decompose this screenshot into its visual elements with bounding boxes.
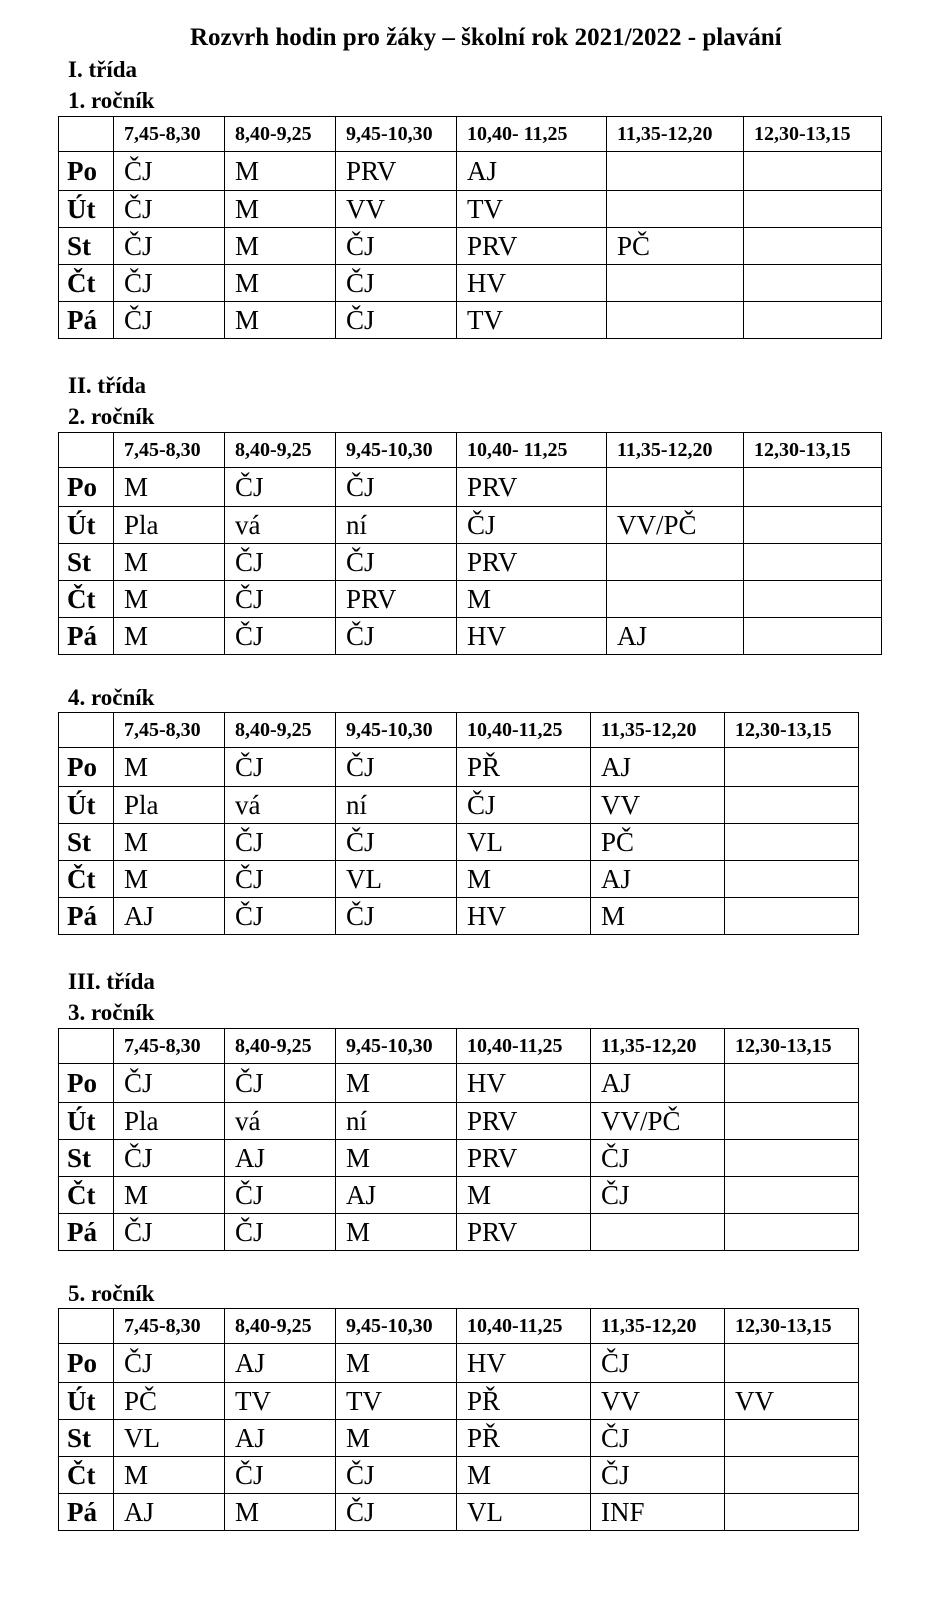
timetable-grade-1 [58,116,882,339]
subject-cell [744,191,882,228]
table-row [59,265,882,302]
subject-cell: ČJ [225,581,336,618]
subject-cell: ČJ [591,1420,725,1457]
subject-cell [725,1064,859,1103]
subject-cell: PRV [336,581,457,618]
subject-cell: M [114,544,225,581]
subject-cell: PRV [457,1103,591,1140]
time-slot-header: 10,40- 11,25 [457,433,607,468]
subject-cell [744,468,882,507]
subject-cell [725,1177,859,1214]
day-label: St [59,1420,114,1457]
subject-cell: ČJ [114,1214,225,1251]
subject-cell [725,1420,859,1457]
time-slot-header: 10,40- 11,25 [457,117,607,152]
subject-cell: M [457,1457,591,1494]
time-slot-header: 7,45-8,30 [114,117,225,152]
subject-cell [744,618,882,655]
timetable-grade-2 [58,432,882,655]
day-label: Út [59,507,114,544]
subject-cell: VL [457,1494,591,1531]
subject-cell: ní [336,507,457,544]
subject-cell [744,507,882,544]
time-slot-header: 11,35-12,20 [607,117,744,152]
subject-cell: AJ [336,1177,457,1214]
time-slot-header: 9,45-10,30 [336,1309,457,1344]
time-slot-header: 10,40-11,25 [457,1309,591,1344]
subject-cell: ČJ [457,507,607,544]
grade-heading: 1. ročník [68,88,155,113]
time-slot-header: 9,45-10,30 [336,117,457,152]
timetable-grade-4 [58,712,859,935]
subject-cell [725,1214,859,1251]
corner-cell [59,1309,114,1344]
subject-cell: ČJ [114,152,225,191]
table-row [59,191,882,228]
subject-cell: TV [457,191,607,228]
time-slot-header: 11,35-12,20 [591,1309,725,1344]
subject-cell: vá [225,787,336,824]
day-label: Po [59,152,114,191]
day-label: Čt [59,1177,114,1214]
subject-cell: PRV [457,544,607,581]
subject-cell: AJ [457,152,607,191]
subject-cell: PRV [457,1140,591,1177]
subject-cell: M [336,1064,457,1103]
subject-cell: ČJ [336,265,457,302]
subject-cell [725,861,859,898]
subject-cell: M [114,1457,225,1494]
subject-cell [725,748,859,787]
subject-cell: VV [591,787,725,824]
subject-cell: ČJ [336,898,457,935]
subject-cell: M [336,1420,457,1457]
grade-heading: 3. ročník [68,1000,155,1025]
subject-cell: VV [336,191,457,228]
day-label: Út [59,1103,114,1140]
time-slot-header: 8,40-9,25 [225,117,336,152]
subject-cell: Pla [114,507,225,544]
time-header-row [59,713,859,748]
day-label: St [59,1140,114,1177]
subject-cell: AJ [591,748,725,787]
subject-cell: HV [457,265,607,302]
table-row [59,507,882,544]
subject-cell: PŘ [457,748,591,787]
time-slot-header: 7,45-8,30 [114,1309,225,1344]
subject-cell: ČJ [591,1140,725,1177]
subject-cell: PRV [457,468,607,507]
day-label: St [59,544,114,581]
grade-heading: 5. ročník [68,1281,155,1306]
subject-cell: Pla [114,787,225,824]
subject-cell: ní [336,787,457,824]
day-label: Po [59,748,114,787]
subject-cell [725,824,859,861]
subject-cell [607,581,744,618]
subject-cell: M [114,468,225,507]
time-slot-header: 7,45-8,30 [114,1029,225,1064]
subject-cell: M [457,861,591,898]
class-heading: II. třída [68,373,146,398]
subject-cell: TV [225,1383,336,1420]
subject-cell: ČJ [225,748,336,787]
subject-cell [607,265,744,302]
subject-cell: vá [225,1103,336,1140]
subject-cell: VL [336,861,457,898]
day-label: Pá [59,1214,114,1251]
subject-cell: ČJ [591,1344,725,1383]
time-slot-header: 12,30-13,15 [725,1309,859,1344]
subject-cell: PČ [591,824,725,861]
subject-cell: M [457,1177,591,1214]
day-label: Pá [59,618,114,655]
day-label: St [59,228,114,265]
subject-cell: PRV [336,152,457,191]
table-row [59,824,859,861]
day-label: Pá [59,302,114,339]
day-label: Pá [59,898,114,935]
subject-cell: HV [457,1344,591,1383]
subject-cell: AJ [225,1344,336,1383]
time-slot-header: 9,45-10,30 [336,1029,457,1064]
time-slot-header: 7,45-8,30 [114,713,225,748]
subject-cell: Pla [114,1103,225,1140]
day-label: St [59,824,114,861]
corner-cell [59,117,114,152]
table-row [59,748,859,787]
day-label: Čt [59,1457,114,1494]
subject-cell: ČJ [336,302,457,339]
subject-cell: ČJ [225,824,336,861]
subject-cell: ČJ [114,191,225,228]
subject-cell: vá [225,507,336,544]
subject-cell: M [114,1177,225,1214]
subject-cell: M [225,302,336,339]
subject-cell: ČJ [336,1457,457,1494]
subject-cell [744,228,882,265]
time-slot-header: 11,35-12,20 [591,1029,725,1064]
subject-cell: ČJ [114,228,225,265]
time-header-row [59,1029,859,1064]
subject-cell: M [225,1494,336,1531]
subject-cell: ČJ [114,1064,225,1103]
subject-cell [725,1103,859,1140]
table-row [59,1494,859,1531]
subject-cell: INF [591,1494,725,1531]
subject-cell: ČJ [591,1457,725,1494]
corner-cell [59,713,114,748]
subject-cell: VV/PČ [591,1103,725,1140]
subject-cell: ČJ [225,1177,336,1214]
subject-cell: ČJ [336,748,457,787]
subject-cell: PRV [457,228,607,265]
subject-cell: M [336,1344,457,1383]
subject-cell: VV/PČ [607,507,744,544]
time-slot-header: 10,40-11,25 [457,1029,591,1064]
subject-cell: ČJ [457,787,591,824]
day-label: Po [59,1064,114,1103]
time-slot-header: 9,45-10,30 [336,433,457,468]
subject-cell: AJ [225,1420,336,1457]
table-row [59,1177,859,1214]
subject-cell: ČJ [225,861,336,898]
subject-cell: HV [457,618,607,655]
time-header-row [59,117,882,152]
corner-cell [59,433,114,468]
time-slot-header: 8,40-9,25 [225,433,336,468]
subject-cell: HV [457,898,591,935]
table-row [59,618,882,655]
subject-cell: ČJ [225,1457,336,1494]
subject-cell: ČJ [336,618,457,655]
table-row [59,1457,859,1494]
subject-cell: ČJ [114,1344,225,1383]
subject-cell [607,544,744,581]
time-slot-header: 8,40-9,25 [225,713,336,748]
subject-cell [591,1214,725,1251]
table-row [59,787,859,824]
subject-cell: ČJ [225,544,336,581]
timetable-grade-3 [58,1028,859,1251]
table-row [59,152,882,191]
subject-cell: M [225,152,336,191]
day-label: Út [59,191,114,228]
subject-cell [744,544,882,581]
subject-cell: TV [457,302,607,339]
subject-cell [607,468,744,507]
time-slot-header: 10,40-11,25 [457,713,591,748]
time-header-row [59,433,882,468]
subject-cell: M [591,898,725,935]
table-row [59,1064,859,1103]
time-slot-header: 9,45-10,30 [336,713,457,748]
subject-cell: ČJ [336,544,457,581]
day-label: Čt [59,861,114,898]
subject-cell: M [114,581,225,618]
subject-cell: ČJ [114,1140,225,1177]
subject-cell: ní [336,1103,457,1140]
subject-cell [744,302,882,339]
subject-cell: VV [725,1383,859,1420]
table-row [59,581,882,618]
table-row [59,1214,859,1251]
day-label: Po [59,1344,114,1383]
time-slot-header: 11,35-12,20 [607,433,744,468]
subject-cell [725,1457,859,1494]
subject-cell: M [114,861,225,898]
time-slot-header: 12,30-13,15 [744,117,882,152]
subject-cell: ČJ [336,468,457,507]
subject-cell: TV [336,1383,457,1420]
subject-cell: PŘ [457,1383,591,1420]
subject-cell: M [114,748,225,787]
table-row [59,302,882,339]
table-row [59,898,859,935]
day-label: Út [59,1383,114,1420]
subject-cell: AJ [225,1140,336,1177]
subject-cell: M [336,1140,457,1177]
time-slot-header: 8,40-9,25 [225,1029,336,1064]
time-slot-header: 11,35-12,20 [591,713,725,748]
subject-cell: ČJ [114,302,225,339]
subject-cell: ČJ [114,265,225,302]
subject-cell: ČJ [591,1177,725,1214]
subject-cell: AJ [607,618,744,655]
time-slot-header: 12,30-13,15 [725,1029,859,1064]
subject-cell [725,787,859,824]
table-row [59,1344,859,1383]
subject-cell: M [225,265,336,302]
subject-cell: VV [591,1383,725,1420]
table-row [59,544,882,581]
class-heading: I. třída [68,57,137,82]
timetable-grade-5 [58,1308,859,1531]
day-label: Út [59,787,114,824]
subject-cell: M [114,618,225,655]
subject-cell [725,898,859,935]
time-slot-header: 7,45-8,30 [114,433,225,468]
subject-cell: VL [114,1420,225,1457]
table-row [59,1383,859,1420]
table-row [59,228,882,265]
subject-cell: ČJ [225,1064,336,1103]
subject-cell: M [336,1214,457,1251]
subject-cell: ČJ [336,824,457,861]
subject-cell: PŘ [457,1420,591,1457]
time-slot-header: 12,30-13,15 [725,713,859,748]
day-label: Čt [59,265,114,302]
table-row [59,861,859,898]
subject-cell: M [457,581,607,618]
grade-heading: 4. ročník [68,685,155,710]
page-title: Rozvrh hodin pro žáky – školní rok 2021/2022 - plavání [190,24,782,51]
subject-cell [725,1494,859,1531]
table-row [59,1140,859,1177]
time-header-row [59,1309,859,1344]
subject-cell: AJ [591,1064,725,1103]
subject-cell: PRV [457,1214,591,1251]
subject-cell: HV [457,1064,591,1103]
day-label: Po [59,468,114,507]
subject-cell: M [225,191,336,228]
subject-cell: M [114,824,225,861]
day-label: Pá [59,1494,114,1531]
subject-cell: M [225,228,336,265]
class-heading: III. třída [68,969,155,994]
table-row [59,468,882,507]
day-label: Čt [59,581,114,618]
time-slot-header: 8,40-9,25 [225,1309,336,1344]
subject-cell: ČJ [225,1214,336,1251]
time-slot-header: 12,30-13,15 [744,433,882,468]
subject-cell: ČJ [336,1494,457,1531]
grade-heading: 2. ročník [68,404,155,429]
subject-cell [607,191,744,228]
subject-cell: AJ [591,861,725,898]
corner-cell [59,1029,114,1064]
subject-cell: ČJ [225,618,336,655]
subject-cell [725,1140,859,1177]
table-row [59,1420,859,1457]
subject-cell [725,1344,859,1383]
subject-cell: AJ [114,898,225,935]
subject-cell: AJ [114,1494,225,1531]
table-row [59,1103,859,1140]
subject-cell [607,152,744,191]
subject-cell: VL [457,824,591,861]
subject-cell [744,581,882,618]
subject-cell [744,265,882,302]
subject-cell: ČJ [225,468,336,507]
subject-cell: PČ [607,228,744,265]
subject-cell: ČJ [225,898,336,935]
subject-cell: PČ [114,1383,225,1420]
subject-cell [744,152,882,191]
subject-cell: ČJ [336,228,457,265]
subject-cell [607,302,744,339]
